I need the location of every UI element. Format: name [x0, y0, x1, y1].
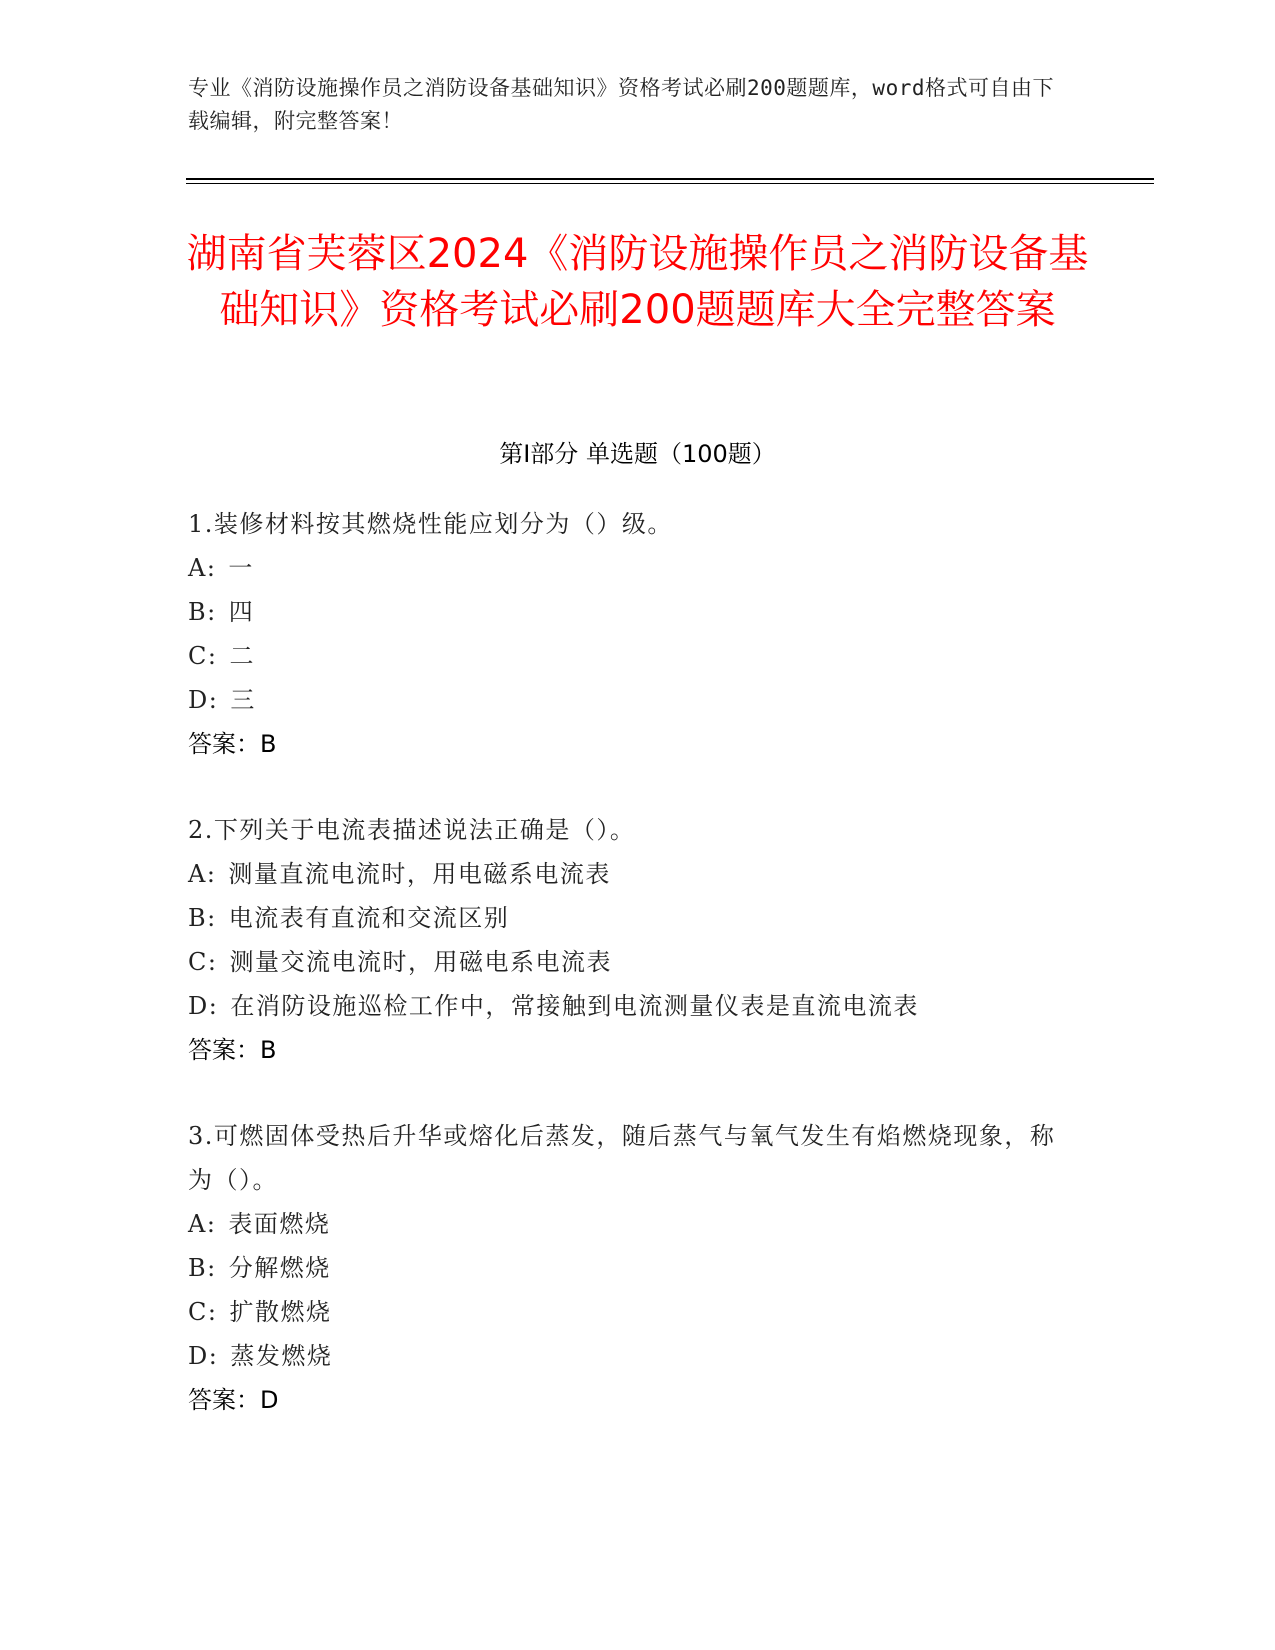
option-letter: C: [188, 642, 218, 670]
option-b [188, 590, 1068, 634]
question-stem: 2.下列关于电流表描述说法正确是（）。 [188, 816, 636, 844]
option-letter: C: [188, 948, 218, 976]
option-letter: C: [188, 1298, 218, 1326]
option-text: 测量交流电流时，用磁电系电流表 [229, 948, 612, 976]
option-text: 一 [228, 554, 254, 582]
answer-line: 答案：B [188, 730, 277, 758]
option-letter: D: [188, 1342, 219, 1370]
option-letter: B: [188, 598, 217, 626]
answer-line: 答案：D [188, 1386, 279, 1414]
option-letter: D: [188, 992, 219, 1020]
answer-line: 答案：B [188, 1036, 277, 1064]
option-letter: D: [188, 686, 219, 714]
option-text: 蒸发燃烧 [230, 1342, 333, 1370]
option-c [188, 940, 1068, 984]
option-letter: B: [188, 904, 217, 932]
header-divider-thin [186, 183, 1154, 184]
option-a [188, 852, 1068, 896]
section-heading: 第Ⅰ部分 单选题（100题） [499, 440, 776, 468]
option-a [188, 546, 1068, 590]
document-header-note: 专业《消防设施操作员之消防设备基础知识》资格考试必刷200题题库，word格式可自由下载编辑，附完整答案！ [188, 76, 1054, 133]
question-block [188, 808, 1068, 1072]
option-text: 扩散燃烧 [229, 1298, 332, 1326]
question-stem: 1.装修材料按其燃烧性能应划分为（）级。 [188, 510, 673, 538]
option-c [188, 634, 1068, 678]
header-divider-thick [186, 178, 1154, 180]
document-title: 湖南省芙蓉区2024《消防设施操作员之消防设备基础知识》资格考试必刷200题题库大全完整答案 [186, 231, 1089, 333]
question-block [188, 502, 1068, 766]
option-b [188, 896, 1068, 940]
option-d [188, 678, 1068, 722]
question-block [188, 1114, 1068, 1422]
option-text: 电流表有直流和交流区别 [228, 904, 510, 932]
option-c [188, 1290, 1068, 1334]
option-letter: A: [188, 1210, 217, 1238]
option-text: 二 [229, 642, 255, 670]
option-letter: B: [188, 1254, 217, 1282]
option-text: 测量直流电流时，用电磁系电流表 [228, 860, 611, 888]
option-text: 在消防设施巡检工作中，常接触到电流测量仪表是直流电流表 [230, 992, 919, 1020]
option-text: 四 [228, 598, 255, 626]
option-letter: A: [188, 554, 217, 582]
option-text: 分解燃烧 [228, 1254, 331, 1282]
option-text: 表面燃烧 [228, 1210, 331, 1238]
question-stem: 3.可燃固体受热后升华或熔化后蒸发，随后蒸气与氧气发生有焰燃烧现象，称为（）。 [188, 1122, 1056, 1194]
option-b [188, 1246, 1068, 1290]
option-d [188, 1334, 1068, 1378]
option-letter: A: [188, 860, 217, 888]
option-d [188, 984, 1068, 1028]
option-a [188, 1202, 1068, 1246]
option-text: 三 [230, 686, 256, 714]
